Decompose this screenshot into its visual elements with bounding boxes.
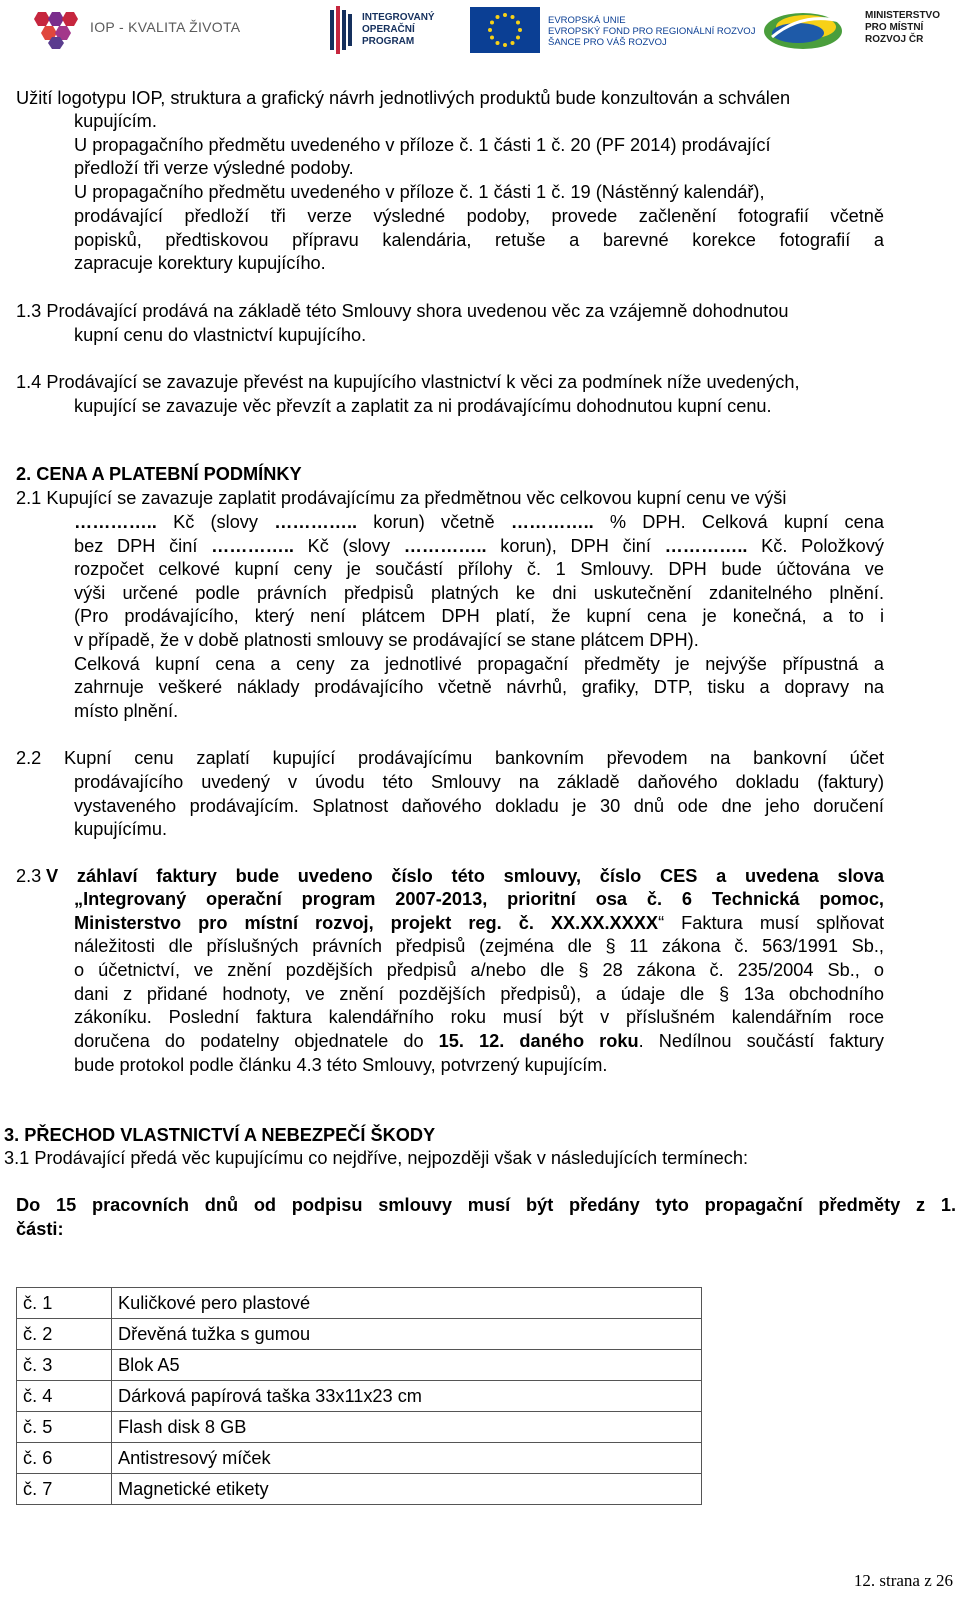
table-row [17,1412,702,1443]
table-row [17,1350,702,1381]
paragraph-line: místo plnění. [74,701,179,721]
item-number: č. 7 [17,1474,112,1505]
paragraph-line: 2.1 Kupující se zavazuje zaplatit prodávajícímu za předmětnou věc celkovou kupní cenu ve výši [16,488,787,508]
paragraph-line: rozpočet celkové kupní ceny je součástí přílohy č. 1 Smlouvy. DPH bude účtována ve [74,559,884,579]
paragraph-line: kupujícímu. [74,819,167,839]
paragraph-line: Do 15 pracovních dnů od podpisu smlouvy musí být předány tyto propagační předměty z 1. [16,1195,956,1215]
items-table [16,1287,702,1505]
item-name: Dřevěná tužka s gumou [112,1319,702,1350]
item-number: č. 3 [17,1350,112,1381]
paragraph-line: bude protokol podle článku 4.3 této Smlouvy, potvrzený kupujícím. [74,1055,608,1075]
item-number: č. 5 [17,1412,112,1443]
paragraph-line: prodávajícího uvedený v úvodu této Smlouvy na základě daňového dokladu (faktury) [74,772,884,792]
paragraph-line: výši určené podle právních předpisů platných ke dni uskutečnění zdanitelného plnění. [74,583,884,603]
item-name: Antistresový míček [112,1443,702,1474]
item-name: Dárková papírová taška 33x11x23 cm [112,1381,702,1412]
item-name: Magnetické etikety [112,1474,702,1505]
paragraph-line: kupujícím. [74,111,157,131]
paragraph-line: kupující se zavazuje věc převzít a zaplatit za ni prodávajícímu dohodnutou kupní cenu. [74,396,772,416]
mmr-logo-text: MINISTERSTVO PRO MÍSTNÍ ROZVOJ ČR [865,10,941,45]
paragraph-line: 1.3 Prodávající prodává na základě této Smlouvy shora uvedenou věc za vzájemně dohodnutou [16,301,789,321]
paragraph-line: prodávající předloží tři verze výsledné podoby, provede začlenění fotografií včetně [74,206,884,226]
paragraph-line: v případě, že v době platnosti smlouvy se prodávající se stane plátcem DPH). [74,630,699,650]
item-number: č. 1 [17,1288,112,1319]
table-row [17,1288,702,1319]
paragraph-line: 3.1 Prodávající předá věc kupujícímu co nejdříve, nejpozději však v následujících termínech: [4,1148,749,1168]
paragraph-line: kupní cenu do vlastnictví kupujícího. [74,325,367,345]
paragraph-line: předloží tři verze výsledné podoby. [74,158,354,178]
item-name: Flash disk 8 GB [112,1412,702,1443]
paragraph-line: bez DPH činí ………….. Kč (slovy ………….. korun), DPH činí ………….. Kč. Položkový [74,536,884,556]
paragraph-line: části: [16,1219,64,1239]
paragraph-line: U propagačního předmětu uvedeného v příloze č. 1 části 1 č. 20 (PF 2014) prodávající [74,135,771,155]
paragraph-line: zapracuje korektury kupujícího. [74,253,326,273]
paragraph-line: vystaveného prodávajícím. Splatnost daňového dokladu je 30 dnů ode dne jeho doručení [74,796,884,816]
item-name: Kuličkové pero plastové [112,1288,702,1319]
item-name: Blok A5 [112,1350,702,1381]
paragraph-line: „Integrovaný operační program 2007-2013, prioritní osa č. 6 Technická pomoc, [74,889,884,909]
table-row [17,1443,702,1474]
iop-logo-text: IOP - KVALITA ŽIVOTA [90,19,241,35]
eu-logo-text: EVROPSKÁ UNIE EVROPSKÝ FOND PRO REGIONÁLNÍ ROZVOJ ŠANCE PRO VÁŠ ROZVOJ [548,15,756,48]
paragraph-line: o účetnictví, ve znění pozdějších předpisů a/nebo dle § 28 zákona č. 235/2004 Sb., o [74,960,884,980]
page-header [0,0,960,60]
paragraph-line: Ministerstvo pro místní rozvoj, projekt reg. č. XX.XX.XXXX“ Faktura musí splňovat [74,913,884,933]
table-row [17,1319,702,1350]
paragraph-line: zákoníku. Poslední faktura kalendářního roku musí být v příslušném kalendářním roce [74,1007,884,1027]
item-number: č. 6 [17,1443,112,1474]
paragraph-line: ………….. Kč (slovy ………….. korun) včetně ………….. % DPH. Celková kupní cena [74,512,884,532]
section-heading: 2. CENA A PLATEBNÍ PODMÍNKY [16,464,302,484]
paragraph-line: V záhlaví faktury bude uvedeno číslo této smlouvy, číslo CES a uvedena slova [46,866,884,886]
iop-hexagon-logo-icon [30,10,80,50]
eu-flag-icon [470,7,540,53]
item-number: č. 2 [17,1319,112,1350]
paragraph-line: 1.4 Prodávající se zavazuje převést na kupujícího vlastnictví k věci za podmínek níže uvedených, [16,372,800,392]
mmr-logo-icon [762,7,844,52]
table-row [17,1381,702,1412]
item-number: č. 4 [17,1381,112,1412]
paragraph-line: doručena do podatelny objednatele do 15. 12. daného roku. Nedílnou součástí faktury [74,1031,884,1051]
paragraph-line: 2.2 Kupní cenu zaplatí kupující prodávajícímu bankovním převodem na bankovní účet [16,748,884,768]
paragraph-line: zahrnuje veškeré náklady prodávajícího včetně návrhů, grafiky, DTP, tisku a dopravy na [74,677,884,697]
paragraph-line: Celková kupní cena a ceny za jednotlivé propagační předměty je nejvýše přípustná a [74,654,884,674]
paragraph-line: náležitosti dle příslušných právních předpisů (zejména dle § 11 zákona č. 563/1991 Sb., [74,936,884,956]
paragraph-number: 2.3 [16,866,42,886]
section-heading: 3. PŘECHOD VLASTNICTVÍ A NEBEZPEČÍ ŠKODY [4,1125,436,1145]
table-row [17,1474,702,1505]
paragraph-line: (Pro prodávajícího, který není plátcem DPH platí, že kupní cena je konečná, a to i [74,606,884,626]
page-number: 12. strana z 26 [853,1571,953,1590]
paragraph-line: dani z přidané hodnoty, ve znění pozdějších předpisů), a údaje dle § 13a obchodního [74,984,884,1004]
integrated-program-logo-text: INTEGROVANÝ OPERAČNÍ PROGRAM [362,12,435,47]
paragraph-line: popisků, předtiskovou přípravu kalendária, retuše a barevné korekce fotografií a [74,230,884,250]
paragraph-line: Užití logotypu IOP, struktura a grafický návrh jednotlivých produktů bude konzultován a schválen [16,88,791,108]
paragraph-line: U propagačního předmětu uvedeného v příloze č. 1 části 1 č. 19 (Nástěnný kalendář), [74,182,765,202]
